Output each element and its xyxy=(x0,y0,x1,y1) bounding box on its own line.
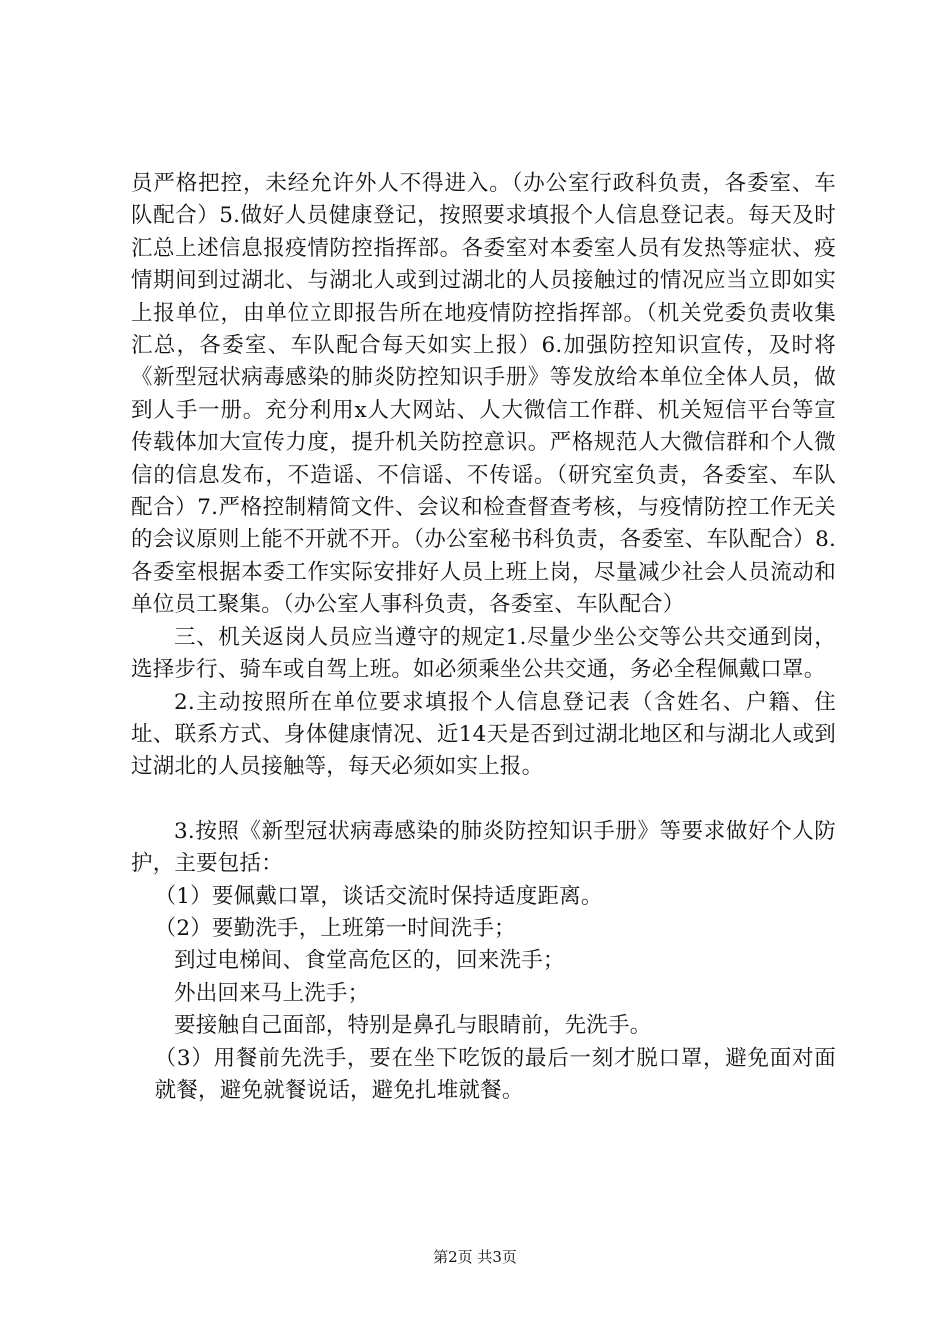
paragraph-section-three: 三、机关返岗人员应当遵守的规定1.尽量少坐公交等公共交通到岗，选择步行、骑车或自驾上班。如必须乘坐公共交通，务必全程佩戴口罩。 xyxy=(131,624,836,683)
list-item-mask: （1）要佩戴口罩，谈话交流时保持适度距离。 xyxy=(154,883,603,909)
paragraph-continuation: 员严格把控，未经允许外人不得进入。（办公室行政科负责，各委室、车队配合）5.做好人员健康登记，按照要求填报个人信息登记表。每天及时汇总上述信息报疫情防控指挥部。各委室对本委室人员有发热等症状、疫情期间到过湖北、与湖北人或到过湖北的人员接触过的情况应当立即如实上报单位，由单位立即报告所在地疫情防控指挥部。（机关党委负责收集汇总，各委室、车队配合每天如实上报）6.加强防控知识宣传，及时将《新型冠状病毒感染的肺炎防控知识手册》等发放给本单位全体人员，做到人手一册。充分利用x人大网站、人大微信工作群、机关短信平台等宣传载体加大宣传力度，提升机关防控意识。严格规范人大微信群和个人微信的信息发布，不造谣、不信谣、不传谣。（研究室负责，各委室、车队配合）7.严格控制精简文件、会议和检查督查考核，与疫情防控工作无关的会议原则上能不开就不开。（办公室秘书科负责，各委室、车队配合）8.各委室根据本委工作实际安排好人员上班上岗，尽量减少社会人员流动和单位员工聚集。（办公室人事科负责，各委室、车队配合） xyxy=(131,171,836,618)
list-line-face: 要接触自己面部，特别是鼻孔与眼睛前，先洗手。 xyxy=(174,1013,652,1039)
page-number-footer: 第2页 共3页 xyxy=(433,1248,517,1266)
paragraph-item-three: 3.按照《新型冠状病毒感染的肺炎防控知识手册》等要求做好个人防护，主要包括： xyxy=(131,818,836,877)
list-item-handwash: （2）要勤洗手，上班第一时间洗手； xyxy=(154,915,516,941)
paragraph-item-two: 2.主动按照所在单位要求填报个人信息登记表（含姓名、户籍、住址、联系方式、身体健康情况、近14天是否到过湖北地区和与湖北人或到过湖北的人员接触等，每天必须如实上报。 xyxy=(131,689,836,780)
document-body xyxy=(131,168,836,1107)
paragraph-gap xyxy=(131,784,836,816)
list-line-elevator: 到过电梯间、食堂高危区的，回来洗手； xyxy=(174,948,565,974)
list-line-outside: 外出回来马上洗手； xyxy=(174,980,370,1006)
list-item-dining: （3）用餐前先洗手，要在坐下吃饭的最后一刻才脱口罩，避免面对面就餐，避免就餐说话，避免扎堆就餐。 xyxy=(154,1045,836,1103)
